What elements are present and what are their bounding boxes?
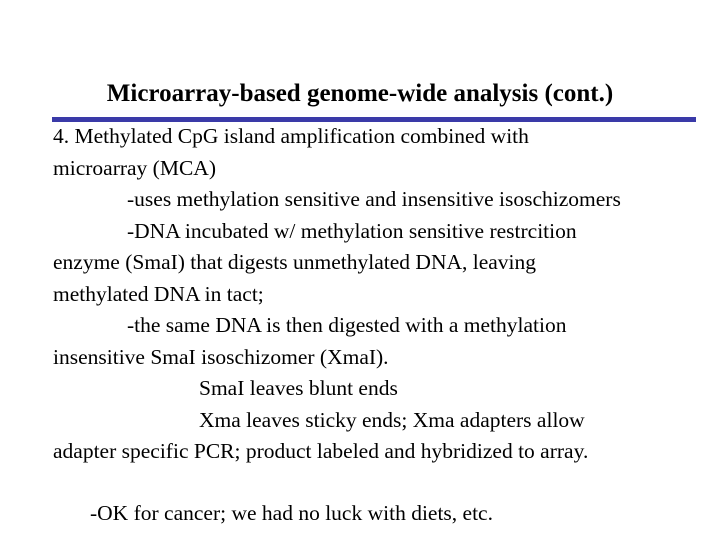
paragraph-gap bbox=[53, 468, 713, 498]
body-line: 4. Methylated CpG island amplification combined with bbox=[53, 124, 529, 148]
body-line: Xma leaves sticky ends; Xma adapters allow bbox=[199, 407, 585, 432]
body-line: adapter specific PCR; product labeled and hybridized to array. bbox=[53, 439, 589, 463]
body-line: -uses methylation sensitive and insensitive isoschizomers bbox=[127, 187, 621, 211]
body-line: microarray (MCA) bbox=[53, 155, 216, 180]
closing-note: -OK for cancer; we had no luck with diets, etc. bbox=[90, 500, 493, 525]
body-line: SmaI leaves blunt ends bbox=[199, 376, 398, 400]
body-line: enzyme (SmaI) that digests unmethylated DNA, leaving bbox=[53, 250, 537, 274]
body-line: methylated DNA in tact; bbox=[53, 281, 264, 306]
slide-body bbox=[53, 121, 713, 529]
body-line: -the same DNA is then digested with a methylation bbox=[127, 313, 567, 337]
body-line: insensitive SmaI isoschizomer (XmaI). bbox=[53, 344, 389, 369]
slide-title: Microarray-based genome-wide analysis (cont.) bbox=[106, 80, 614, 107]
body-line: -DNA incubated w/ methylation sensitive restrcition bbox=[127, 218, 577, 243]
